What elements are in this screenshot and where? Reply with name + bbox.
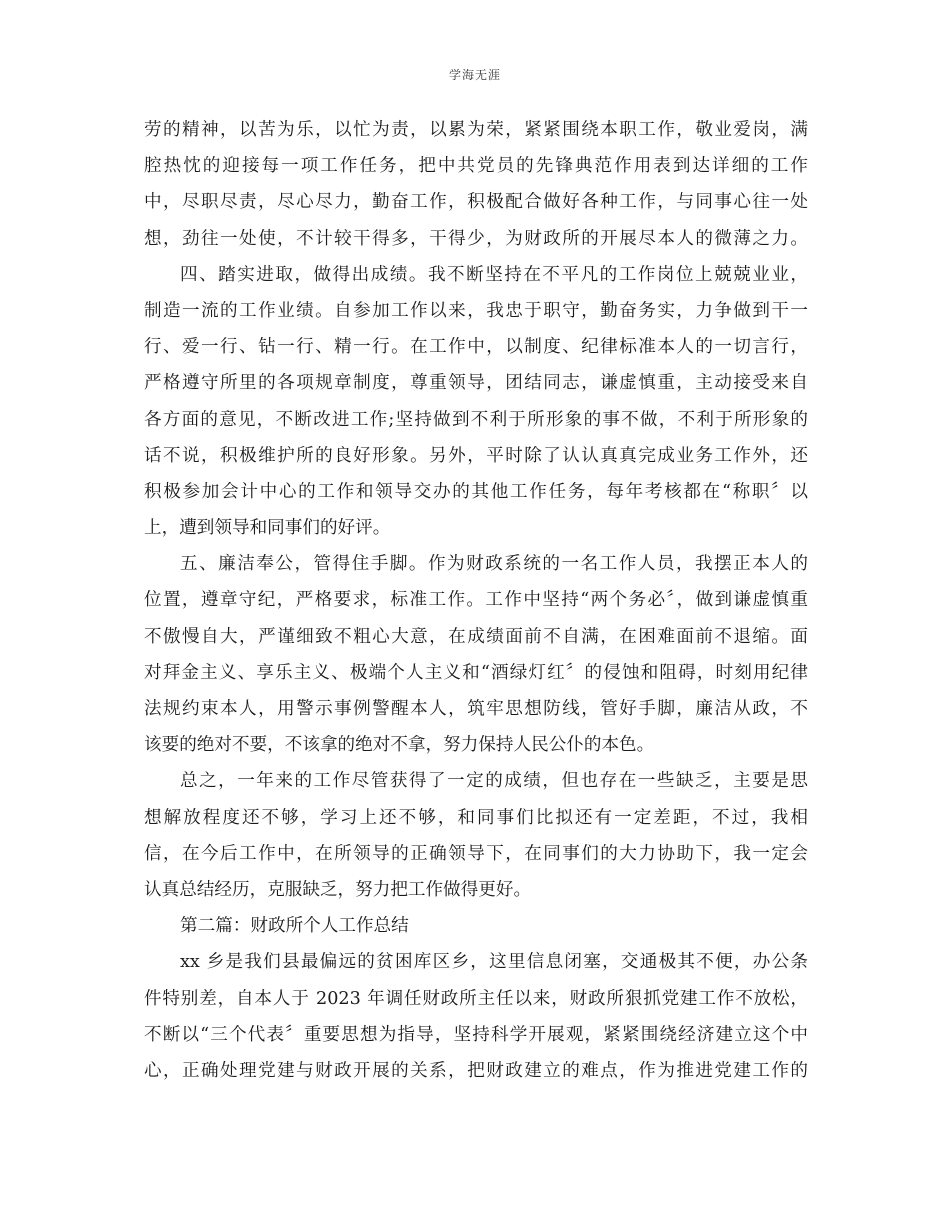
- text-line: 五、廉洁奉公，管得住手脚。作为财政系统的一名工作人员，我摆正本人的: [180, 554, 808, 575]
- page-header: 学海无涯: [448, 68, 501, 82]
- text-line: 法规约束本人，用警示事例警醒本人，筑牢思想防线，管好手脚，廉洁从政，不: [144, 699, 808, 719]
- text-line: 不断以“三个代表〞重要思想为指导，坚持科学开展观，紧紧围绕经济建立这个中: [144, 1024, 808, 1045]
- text-line: 信，在今后工作中，在所领导的正确领导下，在同事们的大力协助下，我一定会: [144, 843, 808, 864]
- text-line: 各方面的意见，不断改进工作;坚持做到不利于所形象的事不做，不利于所形象的: [144, 409, 808, 430]
- document-body: [144, 112, 808, 1089]
- text-line: 上，遭到领导和同事们的好评。: [144, 518, 391, 539]
- text-line: xx 乡是我们县最偏远的贫困库区乡，这里信息闭塞，交通极其不便，办公条: [180, 952, 808, 973]
- text-line: 总之，一年来的工作尽管获得了一定的成绩，但也存在一些缺乏，主要是思: [180, 771, 808, 792]
- text-line: 不傲慢自大，严谨细致不粗心大意，在成绩面前不自满，在困难面前不退缩。面: [144, 626, 808, 647]
- text-line: 位置，遵章守纪，严格要求，标准工作。工作中坚持“两个务必〞，做到谦虚慎重: [144, 590, 808, 611]
- text-line: 件特别差，自本人于 2023 年调任财政所主任以来，财政所狠抓党建工作不放松，: [144, 988, 808, 1009]
- text-line: 积极参加会计中心的工作和领导交办的其他工作任务，每年考核都在“称职〞以: [144, 481, 808, 502]
- text-line: 行、爱一行、钻一行、精一行。在工作中，以制度、纪律标准本人的一切言行，: [144, 337, 808, 358]
- text-line: 认真总结经历，克服缺乏，努力把工作做得更好。: [144, 879, 532, 900]
- text-line: 想，劲往一处使，不计较干得多，干得少，为财政所的开展尽本人的微薄之力。: [144, 228, 808, 249]
- text-line: 四、踏实进取，做得出成绩。我不断坚持在不平凡的工作岗位上兢兢业业，: [180, 264, 808, 285]
- text-line: 话不说，积极维护所的良好形象。另外，平时除了认认真真完成业务工作外，还: [144, 445, 808, 466]
- text-line: 该要的绝对不要，不该拿的绝对不拿，努力保持人民公仆的本色。: [144, 735, 655, 756]
- text-line: 对拜金主义、享乐主义、极端个人主义和“酒绿灯红〞的侵蚀和阻碍，时刻用纪律: [144, 662, 808, 683]
- text-line: 严格遵守所里的各项规章制度，尊重领导，团结同志，谦虚慎重，主动接受来自: [144, 373, 808, 394]
- text-line: 中，尽职尽责，尽心尽力，勤奋工作，积极配合做好各种工作，与同事心往一处: [144, 192, 808, 213]
- text-line: 第二篇：财政所个人工作总结: [180, 916, 409, 937]
- text-line: 心，正确处理党建与财政开展的关系，把财政建立的难点，作为推进党建工作的: [144, 1060, 808, 1081]
- text-line: 劳的精神，以苦为乐，以忙为责，以累为荣，紧紧围绕本职工作，敬业爱岗，满: [144, 120, 808, 140]
- text-line: 想解放程度还不够，学习上还不够，和同事们比拟还有一定差距，不过，我相: [144, 807, 808, 828]
- text-line: 腔热忱的迎接每一项工作任务，把中共党员的先锋典范作用表到达详细的工作: [144, 156, 808, 177]
- text-line: 制造一流的工作业绩。自参加工作以来，我忠于职守，勤奋务实，力争做到干一: [144, 300, 808, 321]
